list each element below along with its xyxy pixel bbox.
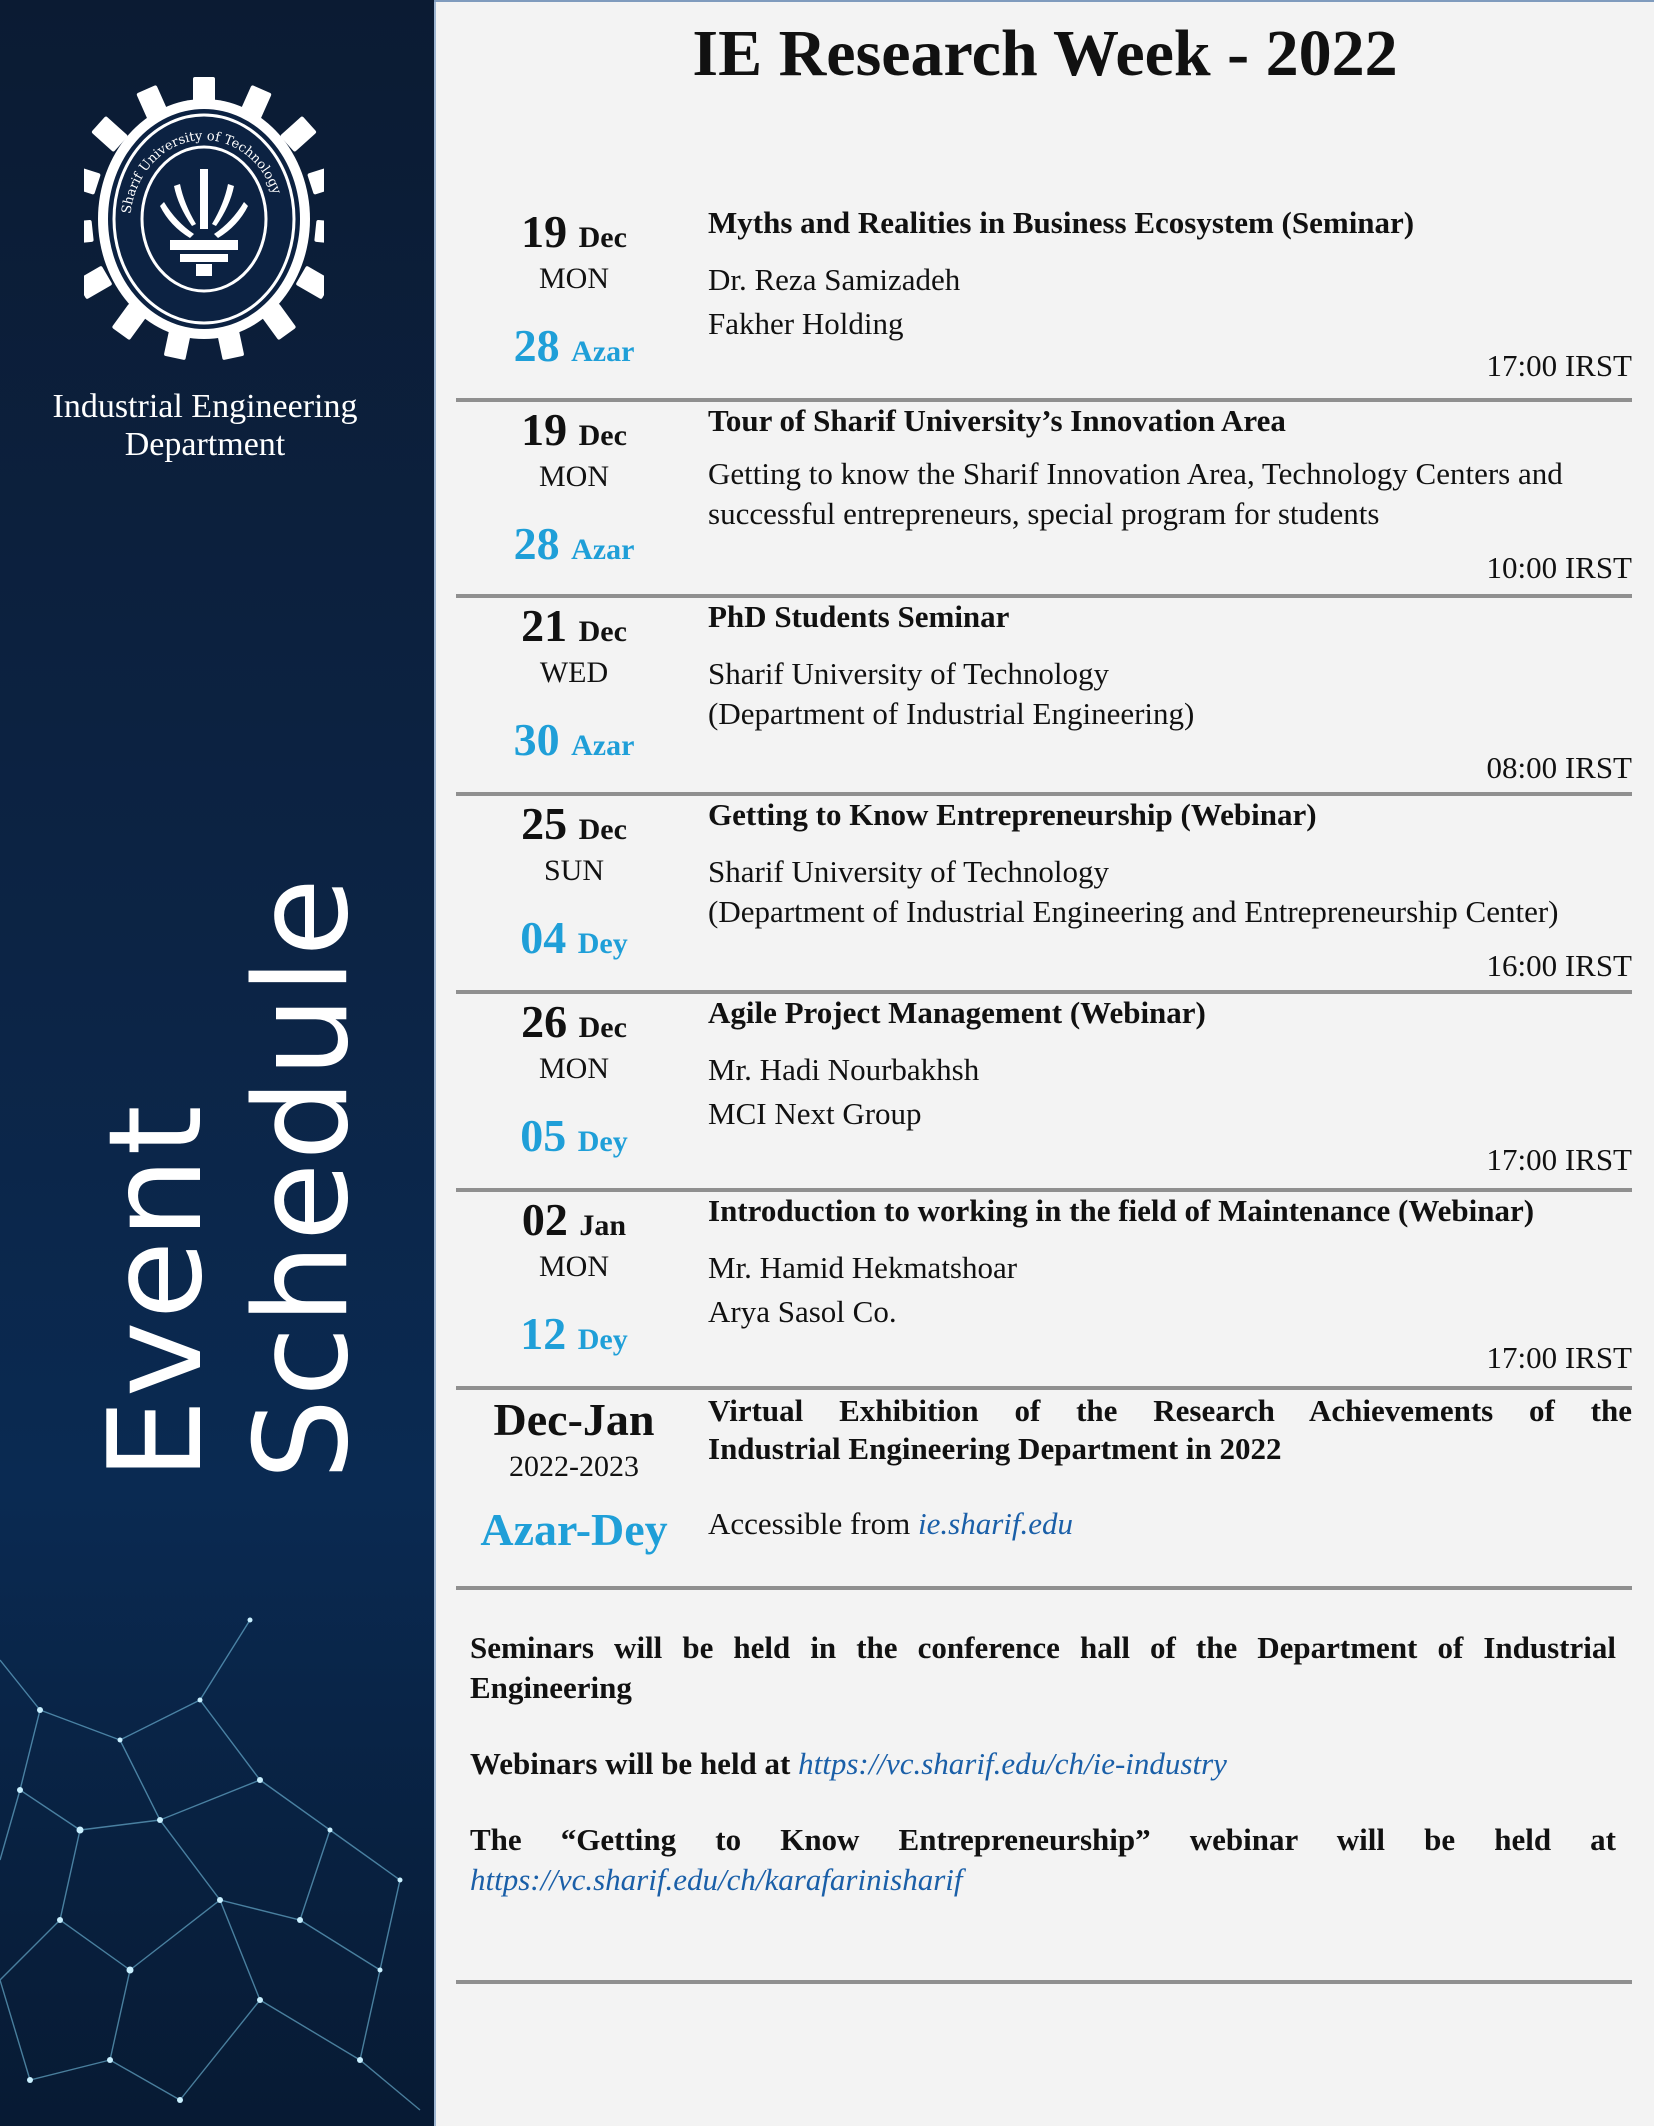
date-range: Dec-Jan: [493, 1394, 655, 1445]
persian-date: 04 Dey: [520, 912, 628, 963]
weekday: SUN: [543, 854, 604, 887]
notes-webinars: [470, 1744, 1616, 1784]
department-name: [20, 388, 390, 464]
event-detail: Mr. Hadi Nourbakhsh: [708, 1052, 980, 1087]
event-detail: (Department of Industrial Engineering): [708, 696, 1195, 731]
svg-text:Sharif University of Technolog: Sharif University of Technology: [119, 128, 284, 215]
sidebar-divider: [434, 0, 436, 2126]
weekday: MON: [538, 460, 609, 493]
access-label: Accessible from: [708, 1506, 911, 1541]
event-time: 17:00 IRST: [1486, 348, 1632, 383]
exhibition-row: [456, 1390, 1632, 1590]
gregorian-date: 19 Dec: [521, 404, 627, 455]
notes-seminars: [470, 1628, 1616, 1708]
event-row: [456, 994, 1632, 1192]
exhibition-title-line2: Industrial Engineering Department in 2022: [708, 1431, 1282, 1466]
weekday: MON: [538, 1250, 609, 1283]
weekday: WED: [539, 656, 609, 689]
vertical-title: [84, 720, 376, 1480]
event-row: [456, 796, 1632, 994]
event-detail: Arya Sasol Co.: [708, 1294, 897, 1329]
gregorian-date: 02 Jan: [521, 1194, 627, 1245]
event-detail: Dr. Reza Samizadeh: [708, 262, 961, 297]
event-detail: Mr. Hamid Hekmatshoar: [708, 1250, 1018, 1285]
event-detail: Sharif University of Technology: [708, 656, 1110, 691]
event-title: Introduction to working in the field of Maintenance (Webinar): [708, 1193, 1535, 1228]
gregorian-date: 26 Dec: [521, 996, 627, 1047]
event-row: [456, 196, 1632, 402]
notes-entrepreneurship-line1: The “Getting to Know Entrepreneurship” webinar will be held at: [470, 1822, 1616, 1857]
notes-webinars-label: Webinars will be held at: [470, 1746, 791, 1781]
vertical-title-schedule: Schedule: [228, 875, 377, 1480]
gregorian-date: 25 Dec: [521, 798, 627, 849]
notes-seminars-line1: Seminars will be held in the conference hall of the Department of Industrial: [470, 1630, 1616, 1665]
gregorian-date: 19 Dec: [521, 206, 627, 257]
persian-date: 12 Dey: [520, 1308, 628, 1359]
page-title: IE Research Week - 2022: [692, 17, 1398, 90]
persian-date: 05 Dey: [520, 1110, 628, 1161]
bottom-divider: [456, 1980, 1632, 1984]
exhibition-link[interactable]: ie.sharif.edu: [918, 1506, 1074, 1541]
university-logo-icon: [84, 74, 324, 364]
vertical-title-event: Event: [82, 1103, 231, 1480]
event-title: PhD Students Seminar: [708, 599, 1010, 634]
persian-date: 28 Azar: [513, 320, 635, 371]
event-time: 08:00 IRST: [1486, 750, 1632, 785]
event-time: 16:00 IRST: [1486, 948, 1632, 983]
event-row: [456, 1192, 1632, 1390]
event-time: 17:00 IRST: [1486, 1340, 1632, 1375]
event-detail: Sharif University of Technology: [708, 854, 1110, 889]
department-name-line2: Department: [124, 426, 286, 463]
persian-date: 28 Azar: [513, 518, 635, 569]
event-title: Agile Project Management (Webinar): [708, 995, 1206, 1030]
event-detail: Getting to know the Sharif Innovation Area, Technology Centers and: [708, 456, 1563, 491]
department-name-line1: Industrial Engineering: [52, 388, 358, 425]
event-title: Getting to Know Entrepreneurship (Webinar): [708, 797, 1317, 832]
event-detail: successful entrepreneurs, special program for students: [708, 496, 1380, 531]
event-detail: Fakher Holding: [708, 306, 904, 341]
event-row: [456, 402, 1632, 598]
event-title: Tour of Sharif University’s Innovation Area: [708, 403, 1286, 438]
event-detail: (Department of Industrial Engineering and Entrepreneurship Center): [708, 894, 1559, 929]
year-range: 2022-2023: [509, 1450, 639, 1483]
notes-entrepreneurship: [470, 1820, 1616, 1900]
event-row: [456, 598, 1632, 796]
sidebar-panel: [0, 0, 434, 2126]
event-title: Myths and Realities in Business Ecosystem (Seminar): [708, 205, 1415, 240]
persian-date-range: Azar-Dey: [480, 1504, 668, 1555]
persian-date: 30 Azar: [513, 714, 635, 765]
notes-seminars-line2: Engineering: [470, 1670, 632, 1705]
weekday: MON: [538, 1052, 609, 1085]
row-divider: [456, 1586, 1632, 1590]
event-time: 17:00 IRST: [1486, 1142, 1632, 1177]
entrepreneurship-link[interactable]: https://vc.sharif.edu/ch/karafarinisharif: [470, 1862, 963, 1897]
event-detail: MCI Next Group: [708, 1096, 922, 1131]
gregorian-date: 21 Dec: [521, 600, 627, 651]
top-border: [434, 0, 1654, 2]
network-graphic-icon: [0, 1500, 434, 2126]
exhibition-access: [708, 1504, 1632, 1544]
webinars-link[interactable]: https://vc.sharif.edu/ch/ie-industry: [798, 1746, 1227, 1781]
event-time: 10:00 IRST: [1486, 550, 1632, 585]
exhibition-title-line1: Virtual Exhibition of the Research Achievements of the: [708, 1393, 1632, 1428]
weekday: MON: [538, 262, 609, 295]
